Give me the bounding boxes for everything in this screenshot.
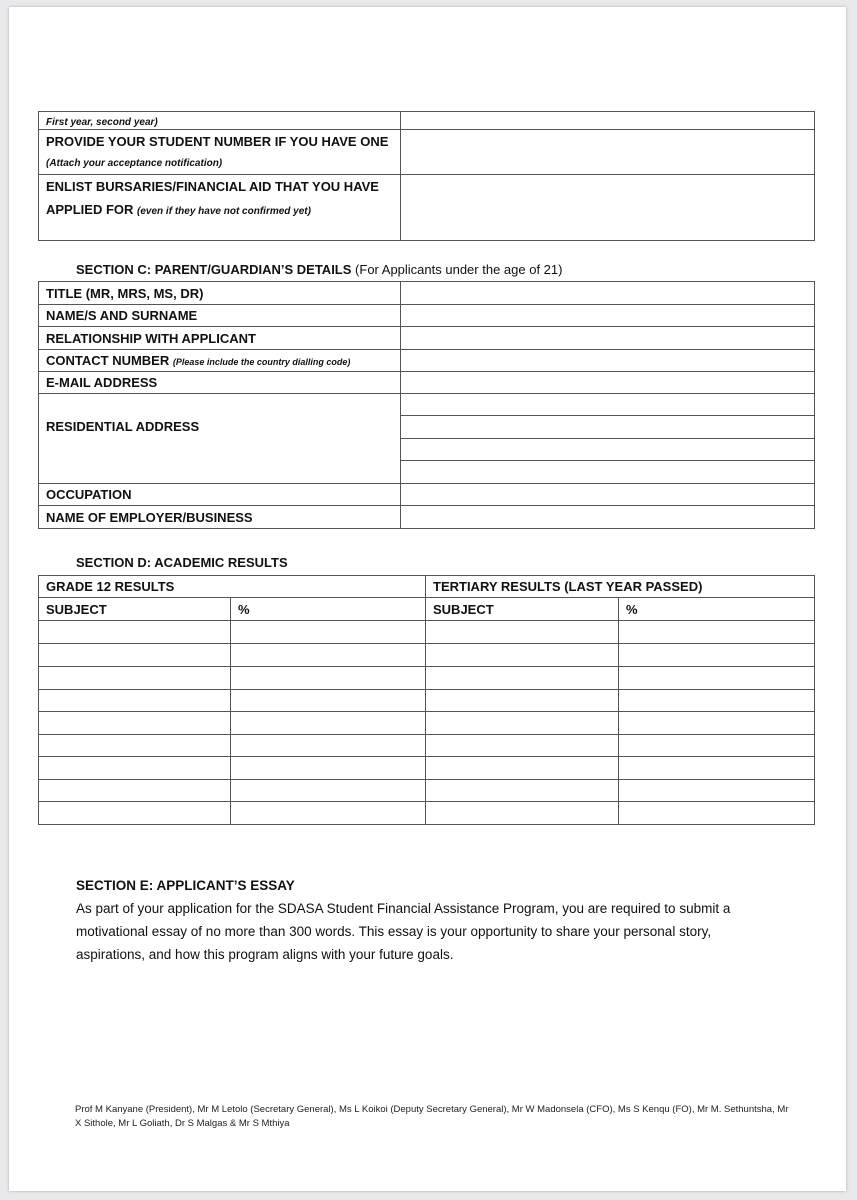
tertiary-percent-cell[interactable] bbox=[619, 690, 815, 712]
email-label: E-MAIL ADDRESS bbox=[39, 372, 401, 394]
parent-title-label: TITLE (MR, MRS, MS, DR) bbox=[39, 282, 401, 305]
contact-number-input[interactable] bbox=[401, 350, 815, 372]
address-line-2[interactable] bbox=[401, 416, 815, 439]
section-c-table bbox=[38, 281, 815, 529]
grade12-percent-cell[interactable] bbox=[231, 780, 426, 802]
table-row bbox=[39, 712, 815, 735]
parent-name-label: NAME/S AND SURNAME bbox=[39, 305, 401, 327]
grade12-percent-cell[interactable] bbox=[231, 667, 426, 690]
grade12-percent-cell[interactable] bbox=[231, 690, 426, 712]
tertiary-percent-cell[interactable] bbox=[619, 802, 815, 825]
table-row bbox=[39, 644, 815, 667]
bursaries-input[interactable] bbox=[401, 175, 815, 241]
grade12-percent-cell[interactable] bbox=[231, 621, 426, 644]
grade12-subject-col: SUBJECT bbox=[39, 598, 231, 621]
grade12-percent-cell[interactable] bbox=[231, 735, 426, 757]
section-c-title: SECTION C: PARENT/GUARDIAN’S DETAILS (For Applicants under the age of 21) bbox=[76, 262, 563, 277]
tertiary-subject-cell[interactable] bbox=[426, 690, 619, 712]
tertiary-subject-cell[interactable] bbox=[426, 780, 619, 802]
relationship-input[interactable] bbox=[401, 327, 815, 350]
grade12-subject-cell[interactable] bbox=[39, 644, 231, 667]
year-of-study-hint: First year, second year) bbox=[39, 112, 401, 130]
table-row bbox=[39, 735, 815, 757]
grade12-percent-cell[interactable] bbox=[231, 757, 426, 780]
table-row bbox=[39, 690, 815, 712]
tertiary-subject-cell[interactable] bbox=[426, 757, 619, 780]
parent-name-input[interactable] bbox=[401, 305, 815, 327]
tertiary-percent-col: % bbox=[619, 598, 815, 621]
tertiary-subject-cell[interactable] bbox=[426, 621, 619, 644]
section-b-table bbox=[38, 111, 815, 241]
tertiary-subject-cell[interactable] bbox=[426, 667, 619, 690]
tertiary-percent-cell[interactable] bbox=[619, 644, 815, 667]
grade12-percent-col: % bbox=[231, 598, 426, 621]
tertiary-subject-cell[interactable] bbox=[426, 644, 619, 667]
tertiary-percent-cell[interactable] bbox=[619, 667, 815, 690]
grade12-subject-cell[interactable] bbox=[39, 712, 231, 735]
grade12-percent-cell[interactable] bbox=[231, 712, 426, 735]
section-d-title: SECTION D: ACADEMIC RESULTS bbox=[76, 555, 288, 570]
document-page bbox=[9, 7, 846, 1191]
tertiary-percent-cell[interactable] bbox=[619, 780, 815, 802]
employer-input[interactable] bbox=[401, 506, 815, 529]
essay-section bbox=[76, 874, 776, 966]
tertiary-percent-cell[interactable] bbox=[619, 621, 815, 644]
table-row bbox=[39, 802, 815, 825]
tertiary-header: TERTIARY RESULTS (LAST YEAR PASSED) bbox=[426, 576, 815, 598]
year-of-study-input[interactable] bbox=[401, 112, 815, 130]
grade12-subject-cell[interactable] bbox=[39, 735, 231, 757]
academic-results-table bbox=[38, 575, 815, 825]
occupation-input[interactable] bbox=[401, 484, 815, 506]
essay-instructions: As part of your application for the SDASA Student Financial Assistance Program, you are required to submit a motivational essay of no more than 300 words. This essay is your opportunity to share your personal story, aspirations, and how this program aligns with your future goals. bbox=[76, 901, 731, 962]
tertiary-percent-cell[interactable] bbox=[619, 757, 815, 780]
footer-officials: Prof M Kanyane (President), Mr M Letolo (Secretary General), Ms L Koikoi (Deputy Secretary General), Mr W Madonsela (CFO), Ms S Kenqu (FO), Mr M. Sethuntsha, Mr X Sithole, Mr L Goliath, Dr S Malgas & Mr S Mthiya bbox=[75, 1104, 789, 1129]
tertiary-percent-cell[interactable] bbox=[619, 712, 815, 735]
table-row bbox=[39, 780, 815, 802]
grade12-subject-cell[interactable] bbox=[39, 690, 231, 712]
occupation-label: OCCUPATION bbox=[39, 484, 401, 506]
residential-address-label: RESIDENTIAL ADDRESS bbox=[39, 394, 401, 484]
section-e-title: SECTION E: APPLICANT’S ESSAY bbox=[76, 878, 295, 893]
contact-number-label: CONTACT NUMBER (Please include the country dialling code) bbox=[39, 350, 401, 372]
table-row bbox=[39, 757, 815, 780]
email-input[interactable] bbox=[401, 372, 815, 394]
table-row bbox=[39, 621, 815, 644]
tertiary-subject-col: SUBJECT bbox=[426, 598, 619, 621]
grade12-percent-cell[interactable] bbox=[231, 644, 426, 667]
grade12-subject-cell[interactable] bbox=[39, 621, 231, 644]
tertiary-subject-cell[interactable] bbox=[426, 802, 619, 825]
tertiary-subject-cell[interactable] bbox=[426, 735, 619, 757]
address-line-1[interactable] bbox=[401, 394, 815, 416]
grade12-header: GRADE 12 RESULTS bbox=[39, 576, 426, 598]
grade12-subject-cell[interactable] bbox=[39, 757, 231, 780]
relationship-label: RELATIONSHIP WITH APPLICANT bbox=[39, 327, 401, 350]
employer-label: NAME OF EMPLOYER/BUSINESS bbox=[39, 506, 401, 529]
grade12-percent-cell[interactable] bbox=[231, 802, 426, 825]
grade12-subject-cell[interactable] bbox=[39, 780, 231, 802]
address-line-4[interactable] bbox=[401, 461, 815, 484]
bursaries-label: ENLIST BURSARIES/FINANCIAL AID THAT YOU HAVE APPLIED FOR (even if they have not confirmed yet) bbox=[39, 175, 401, 241]
student-number-label: PROVIDE YOUR STUDENT NUMBER IF YOU HAVE ONE (Attach your acceptance notification) bbox=[39, 130, 401, 175]
parent-title-input[interactable] bbox=[401, 282, 815, 305]
tertiary-percent-cell[interactable] bbox=[619, 735, 815, 757]
grade12-subject-cell[interactable] bbox=[39, 802, 231, 825]
student-number-input[interactable] bbox=[401, 130, 815, 175]
grade12-subject-cell[interactable] bbox=[39, 667, 231, 690]
address-line-3[interactable] bbox=[401, 439, 815, 461]
table-row bbox=[39, 667, 815, 690]
tertiary-subject-cell[interactable] bbox=[426, 712, 619, 735]
